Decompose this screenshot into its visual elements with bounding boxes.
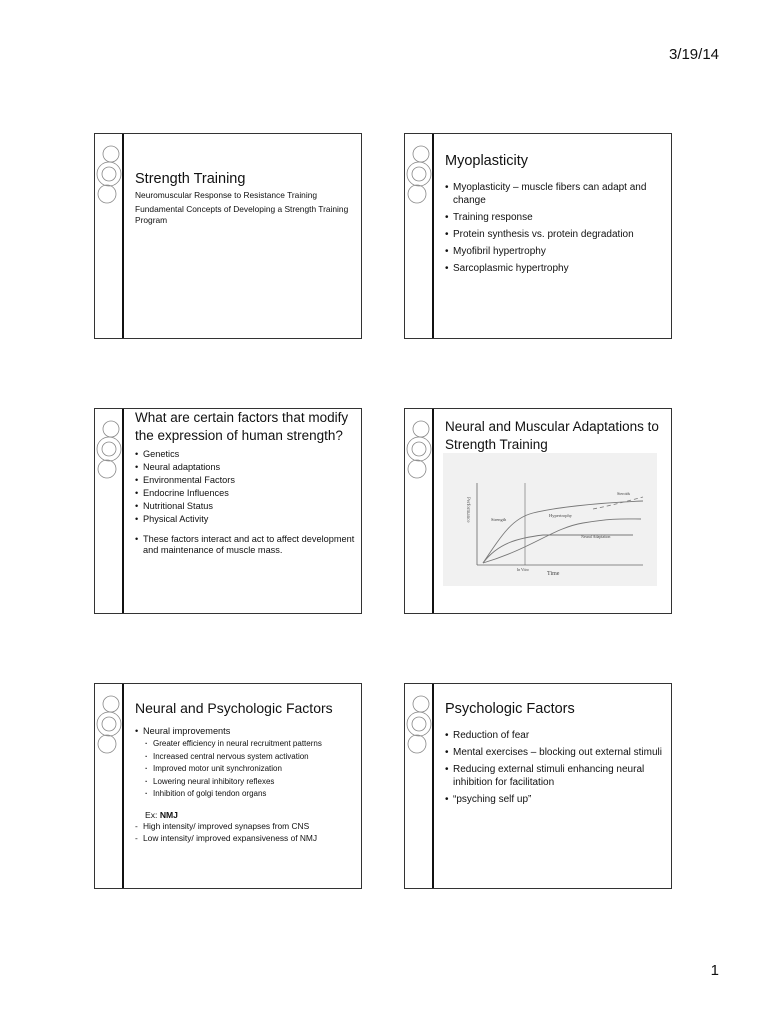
bullet-item: • These factors interact and act to affect development and maintenance of muscle mass. bbox=[135, 534, 355, 556]
slide-2 bbox=[404, 133, 672, 339]
slide-divider-line bbox=[432, 134, 434, 338]
dash-item: - High intensity/ improved synapses from CNS bbox=[135, 820, 355, 832]
slide-divider-line bbox=[122, 684, 124, 888]
slide-title: Neural and Muscular Adaptations to Strength Training bbox=[445, 419, 659, 452]
slide-5 bbox=[94, 683, 362, 889]
decorative-swirl-icon bbox=[95, 134, 125, 214]
bullet-item: • Sarcoplasmic hypertrophy bbox=[445, 262, 665, 275]
bullet-item: • “psyching self up” bbox=[445, 793, 665, 806]
page-number: 1 bbox=[710, 962, 719, 979]
chart-ylabel: Performance bbox=[465, 497, 470, 523]
decorative-swirl-icon bbox=[405, 684, 435, 764]
dash-item: - Low intensity/ improved expansiveness of NMJ bbox=[135, 832, 355, 844]
example-prefix: Ex: bbox=[145, 809, 158, 820]
bullet-item: • Physical Activity bbox=[135, 513, 355, 526]
bullet-item: • Endocrine Influences bbox=[135, 487, 355, 500]
slide-divider-line bbox=[432, 409, 434, 613]
slide-divider-line bbox=[122, 134, 124, 338]
slide-title: Myoplasticity bbox=[445, 153, 528, 169]
chart-label-neural: Neural Adaptation bbox=[581, 534, 611, 539]
slide-subtitle: Neuromuscular Response to Resistance Training bbox=[135, 190, 318, 200]
slide-4 bbox=[404, 408, 672, 614]
slide-title: Neural and Psychologic Factors bbox=[135, 700, 333, 716]
bullet-item: • Training response bbox=[445, 211, 665, 224]
chart-label-hypertrophy: Hypertrophy bbox=[549, 513, 572, 518]
slide-divider-line bbox=[432, 684, 434, 888]
slide-6 bbox=[404, 683, 672, 889]
decorative-swirl-icon bbox=[405, 134, 435, 214]
bullet-item: • Neural adaptations bbox=[135, 461, 355, 474]
decorative-swirl-icon bbox=[405, 409, 435, 489]
bullet-item: • Neural improvements bbox=[135, 725, 355, 738]
sub-bullet-item: · Increased central nervous system activation bbox=[145, 751, 355, 764]
strength-curve bbox=[483, 501, 643, 563]
bullet-item: • Myofibril hypertrophy bbox=[445, 245, 665, 258]
slide-title: Psychologic Factors bbox=[445, 701, 575, 717]
bullet-item: • Reducing external stimuli enhancing neural inhibition for facilitation bbox=[445, 763, 665, 789]
chart-label-steroids: Steroids bbox=[617, 491, 631, 496]
bullet-item: • Myoplasticity – muscle fibers can adapt and change bbox=[445, 181, 665, 207]
bullet-item: • Genetics bbox=[135, 448, 355, 461]
slide-1 bbox=[94, 133, 362, 339]
slide-title: What are certain factors that modify the expression of human strength? bbox=[135, 410, 349, 443]
slide-divider-line bbox=[122, 409, 124, 613]
neural-adaptation-curve bbox=[483, 535, 633, 563]
example-term: NMJ bbox=[159, 809, 178, 820]
adaptation-chart bbox=[443, 453, 657, 586]
bullet-item: • Nutritional Status bbox=[135, 500, 355, 513]
chart-xlabel: Time bbox=[547, 571, 560, 577]
decorative-swirl-icon bbox=[95, 409, 125, 489]
sub-bullet-item: · Improved motor unit synchronization bbox=[145, 763, 355, 776]
slide-3 bbox=[94, 408, 362, 614]
sub-bullet-item: · Greater efficiency in neural recruitment patterns bbox=[145, 738, 355, 751]
sub-bullet-item: · Inhibition of golgi tendon organs bbox=[145, 788, 355, 801]
chart-label-invitro: In Vitro bbox=[517, 568, 529, 572]
slide-subtitle: Fundamental Concepts of Developing a Strength Training Program bbox=[135, 204, 349, 225]
bullet-item: • Reduction of fear bbox=[445, 729, 665, 742]
chart-label-strength: Strength bbox=[491, 517, 507, 522]
hypertrophy-curve bbox=[483, 519, 641, 563]
bullet-item: • Protein synthesis vs. protein degradation bbox=[445, 228, 665, 241]
bullet-item: • Mental exercises – blocking out external stimuli bbox=[445, 746, 665, 759]
sub-bullet-item: · Lowering neural inhibitory reflexes bbox=[145, 776, 355, 789]
slide-title: Strength Training bbox=[135, 171, 246, 187]
decorative-swirl-icon bbox=[95, 684, 125, 764]
example-line bbox=[145, 810, 355, 820]
bullet-item: • Environmental Factors bbox=[135, 474, 355, 487]
date-header: 3/19/14 bbox=[668, 46, 719, 63]
